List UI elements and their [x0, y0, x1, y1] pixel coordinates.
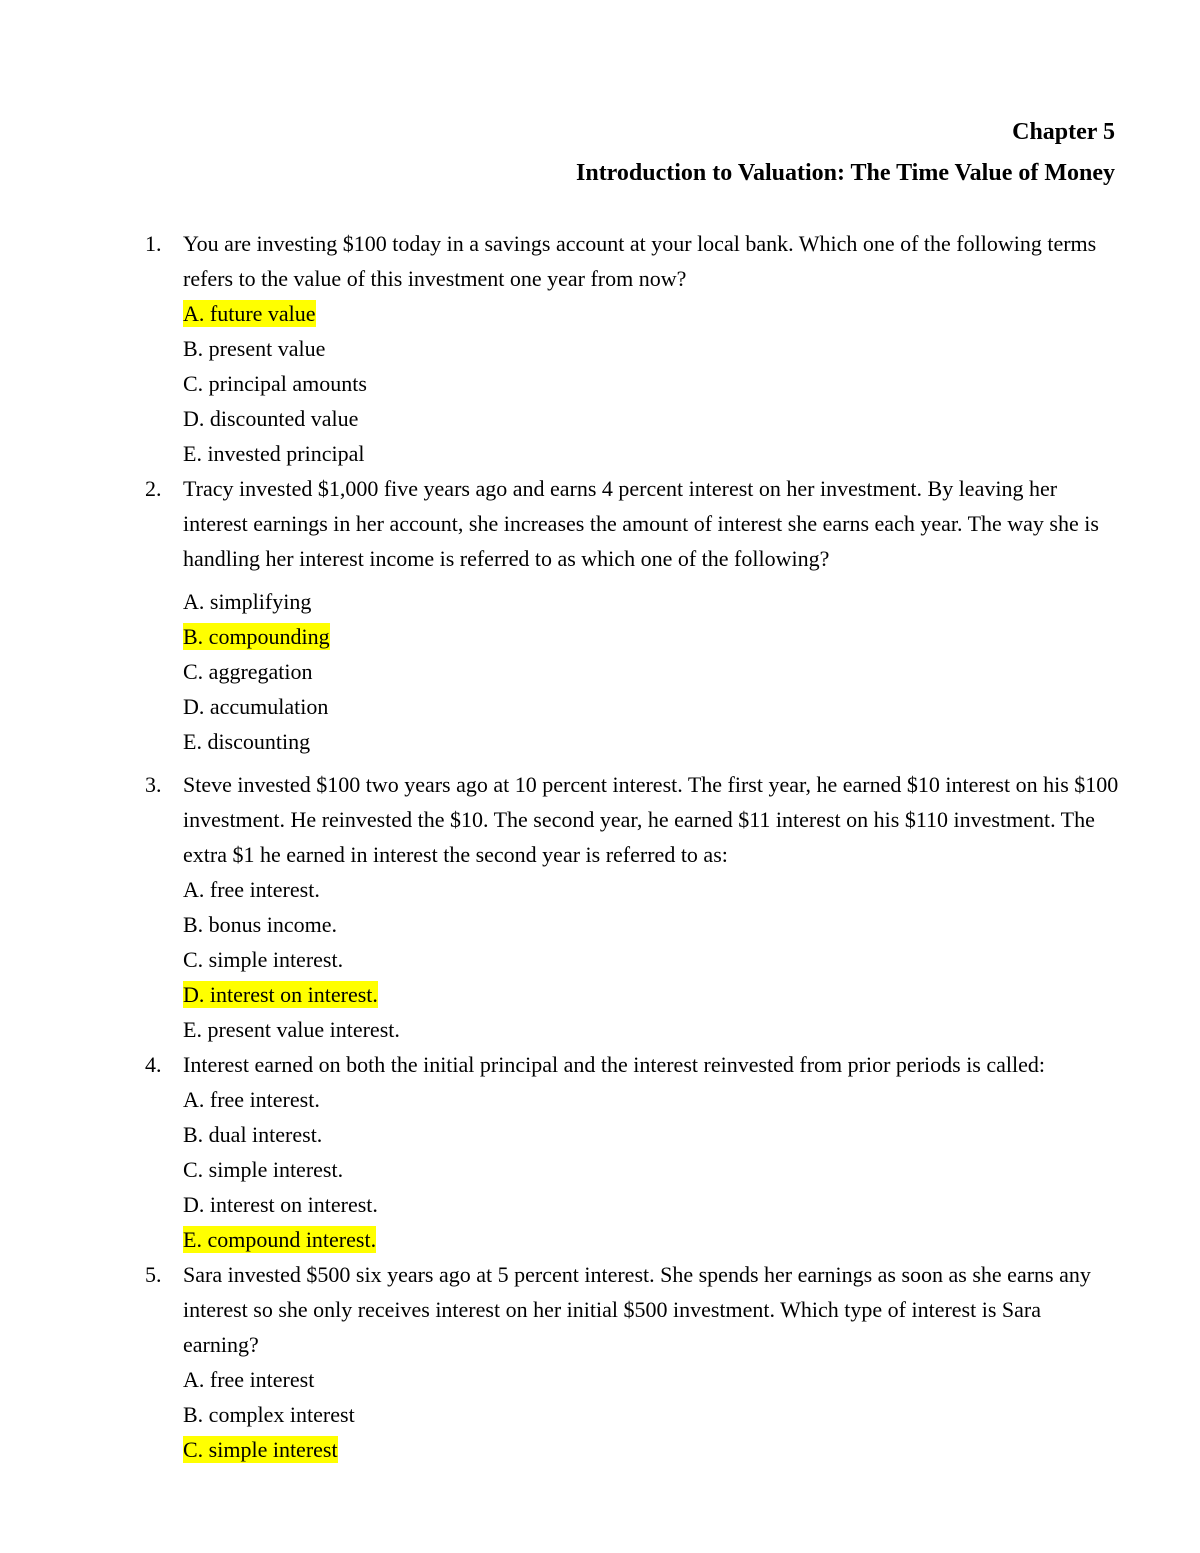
answer-options	[183, 872, 1120, 1047]
answer-option: B. complex interest	[183, 1402, 355, 1427]
answer-option: D. interest on interest.	[183, 982, 378, 1007]
question-number: 3.	[145, 772, 162, 797]
answer-option: E. present value interest.	[183, 1017, 400, 1042]
question-text: Steve invested $100 two years ago at 10 percent interest. The first year, he earned $10 interest on his $100 investment. He reinvested the $10. The second year, he earned $11 interest on his $110 investment. The extra $1 he earned in interest the second year is referred to as:	[183, 772, 1119, 867]
answer-option: C. aggregation	[183, 659, 313, 684]
question-5	[145, 1257, 1120, 1467]
answer-option: B. bonus income.	[183, 912, 337, 937]
answer-option: D. interest on interest.	[183, 1192, 378, 1217]
answer-options	[183, 584, 1120, 759]
page-header	[576, 112, 1115, 194]
question-text: Sara invested $500 six years ago at 5 percent interest. She spends her earnings as soon as she earns any interest so she only receives interest on her initial $500 investment. Which type of interest is Sara earning?	[183, 1262, 1091, 1357]
answer-option: A. future value	[183, 301, 316, 326]
answer-option: E. discounting	[183, 729, 311, 754]
answer-option: B. dual interest.	[183, 1122, 323, 1147]
answer-option: D. discounted value	[183, 406, 359, 431]
answer-option: C. simple interest.	[183, 947, 344, 972]
answer-options	[183, 1362, 1120, 1467]
question-2	[145, 471, 1120, 759]
question-number: 4.	[145, 1052, 162, 1077]
answer-option: A. free interest.	[183, 1087, 320, 1112]
answer-option: C. simple interest	[183, 1437, 338, 1462]
answer-option: E. compound interest.	[183, 1227, 377, 1252]
question-number: 1.	[145, 231, 162, 256]
page-title: Introduction to Valuation: The Time Value of Money	[576, 160, 1115, 186]
question-3	[145, 767, 1120, 1047]
question-text: You are investing $100 today in a savings account at your local bank. Which one of the following terms refers to the value of this investment one year from now?	[183, 231, 1097, 291]
answer-option: D. accumulation	[183, 694, 329, 719]
question-number: 2.	[145, 476, 162, 501]
answer-option: A. free interest.	[183, 877, 320, 902]
question-1	[145, 226, 1120, 471]
answer-option: A. free interest	[183, 1367, 315, 1392]
question-text: Interest earned on both the initial principal and the interest reinvested from prior periods is called:	[183, 1052, 1045, 1077]
question-list	[145, 226, 1120, 1467]
chapter-heading: Chapter 5	[1012, 119, 1115, 145]
answer-options	[183, 296, 1120, 471]
answer-option: B. present value	[183, 336, 326, 361]
question-text: Tracy invested $1,000 five years ago and earns 4 percent interest on her investment. By leaving her interest earnings in her account, she increases the amount of interest she earns each year. The way she is handling her interest income is referred to as which one of the following?	[183, 476, 1099, 571]
answer-option: B. compounding	[183, 624, 330, 649]
question-number: 5.	[145, 1262, 162, 1287]
question-4	[145, 1047, 1120, 1257]
answer-option: A. simplifying	[183, 589, 312, 614]
answer-option: C. principal amounts	[183, 371, 367, 396]
answer-option: E. invested principal	[183, 441, 365, 466]
answer-options	[183, 1082, 1120, 1257]
answer-option: C. simple interest.	[183, 1157, 344, 1182]
